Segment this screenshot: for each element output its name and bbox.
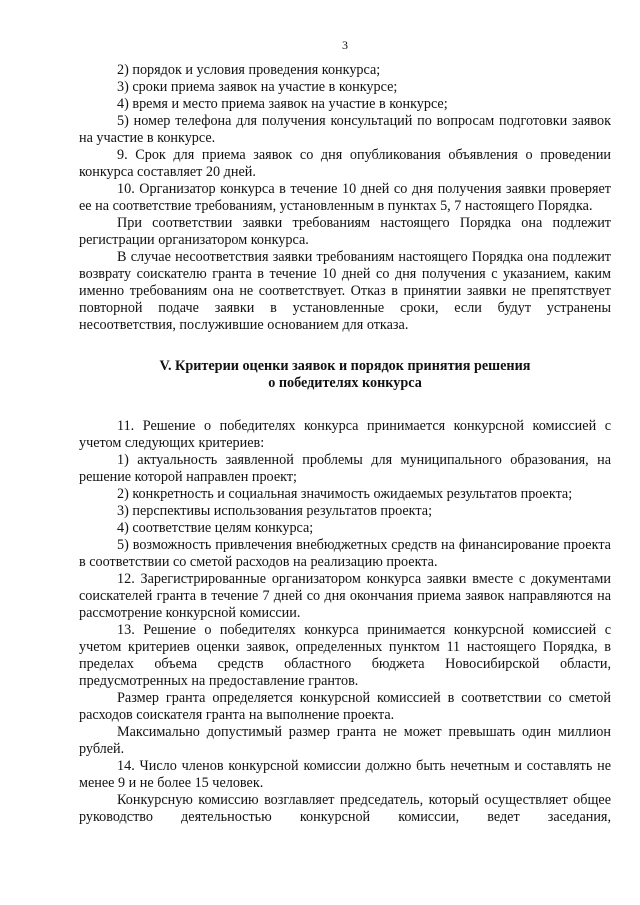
paragraph: 12. Зарегистрированные организатором конкурса заявки вместе с документами соискателей гранта в течение 7 дней со дня окончания приема заявок направляются на рассмотрение конкурсной комиссии.: [79, 571, 611, 621]
paragraph: В случае несоответствия заявки требованиям настоящего Порядка она подлежит возврату соискателю гранта в течение 10 дней со дня получения с указанием, каким именно требованиям она не соответствует. Отказ в принятии заявки не препятствует повторной подаче заявки в установленные сроки, если будут устранены несоответствия, послужившие основанием для отказа.: [79, 249, 611, 333]
paragraph: 5) номер телефона для получения консультаций по вопросам подготовки заявок на участие в конкурсе.: [79, 113, 611, 146]
paragraph: 3) перспективы использования результатов проекта;: [117, 503, 433, 519]
paragraph: 11. Решение о победителях конкурса принимается конкурсной комиссией с учетом следующих критериев:: [79, 418, 611, 451]
paragraph: 9. Срок для приема заявок со дня опубликования объявления о проведении конкурса составляет 20 дней.: [79, 147, 611, 180]
paragraph: Размер гранта определяется конкурсной комиссией в соответствии со сметой расходов соискателя гранта на выполнение проекта.: [79, 690, 611, 723]
section-heading-line: V. Критерии оценки заявок и порядок принятия решения: [159, 358, 531, 374]
paragraph: 2) порядок и условия проведения конкурса;: [117, 62, 381, 78]
document-body: [79, 62, 611, 826]
paragraph: 4) соответствие целям конкурса;: [117, 520, 314, 536]
paragraph: 5) возможность привлечения внебюджетных средств на финансирование проекта в соответствии со сметой расходов на реализацию проекта.: [79, 537, 611, 570]
paragraph: 2) конкретность и социальная значимость ожидаемых результатов проекта;: [117, 486, 573, 502]
paragraph: При соответствии заявки требованиям настоящего Порядка она подлежит регистрации организатором конкурса.: [79, 215, 611, 248]
section-heading-line: о победителях конкурса: [268, 375, 422, 391]
page-number: 3: [342, 38, 348, 52]
paragraph: 4) время и место приема заявок на участие в конкурсе;: [117, 96, 448, 112]
paragraph: 1) актуальность заявленной проблемы для муниципального образования, на решение которой направлен проект;: [79, 452, 611, 485]
paragraph: Конкурсную комиссию возглавляет председатель, который осуществляет общее руководство деятельностью конкурсной комиссии, ведет заседания,: [79, 792, 611, 825]
paragraph: 14. Число членов конкурсной комиссии должно быть нечетным и составлять не менее 9 и не более 15 человек.: [79, 758, 611, 791]
section-heading: [79, 358, 611, 392]
paragraph: Максимально допустимый размер гранта не может превышать один миллион рублей.: [79, 724, 611, 757]
paragraph: 13. Решение о победителях конкурса принимается конкурсной комиссией с учетом критериев оценки заявок, определенных пунктом 11 настоящего Порядка, в пределах объема средств областного бюджета Новосибирской области, предусмотренных на предоставление грантов.: [79, 622, 611, 689]
paragraph: 10. Организатор конкурса в течение 10 дней со дня получения заявки проверяет ее на соответствие требованиям, установленным в пунктах 5, 7 настоящего Порядка.: [79, 181, 611, 214]
paragraph: 3) сроки приема заявок на участие в конкурсе;: [117, 79, 398, 95]
